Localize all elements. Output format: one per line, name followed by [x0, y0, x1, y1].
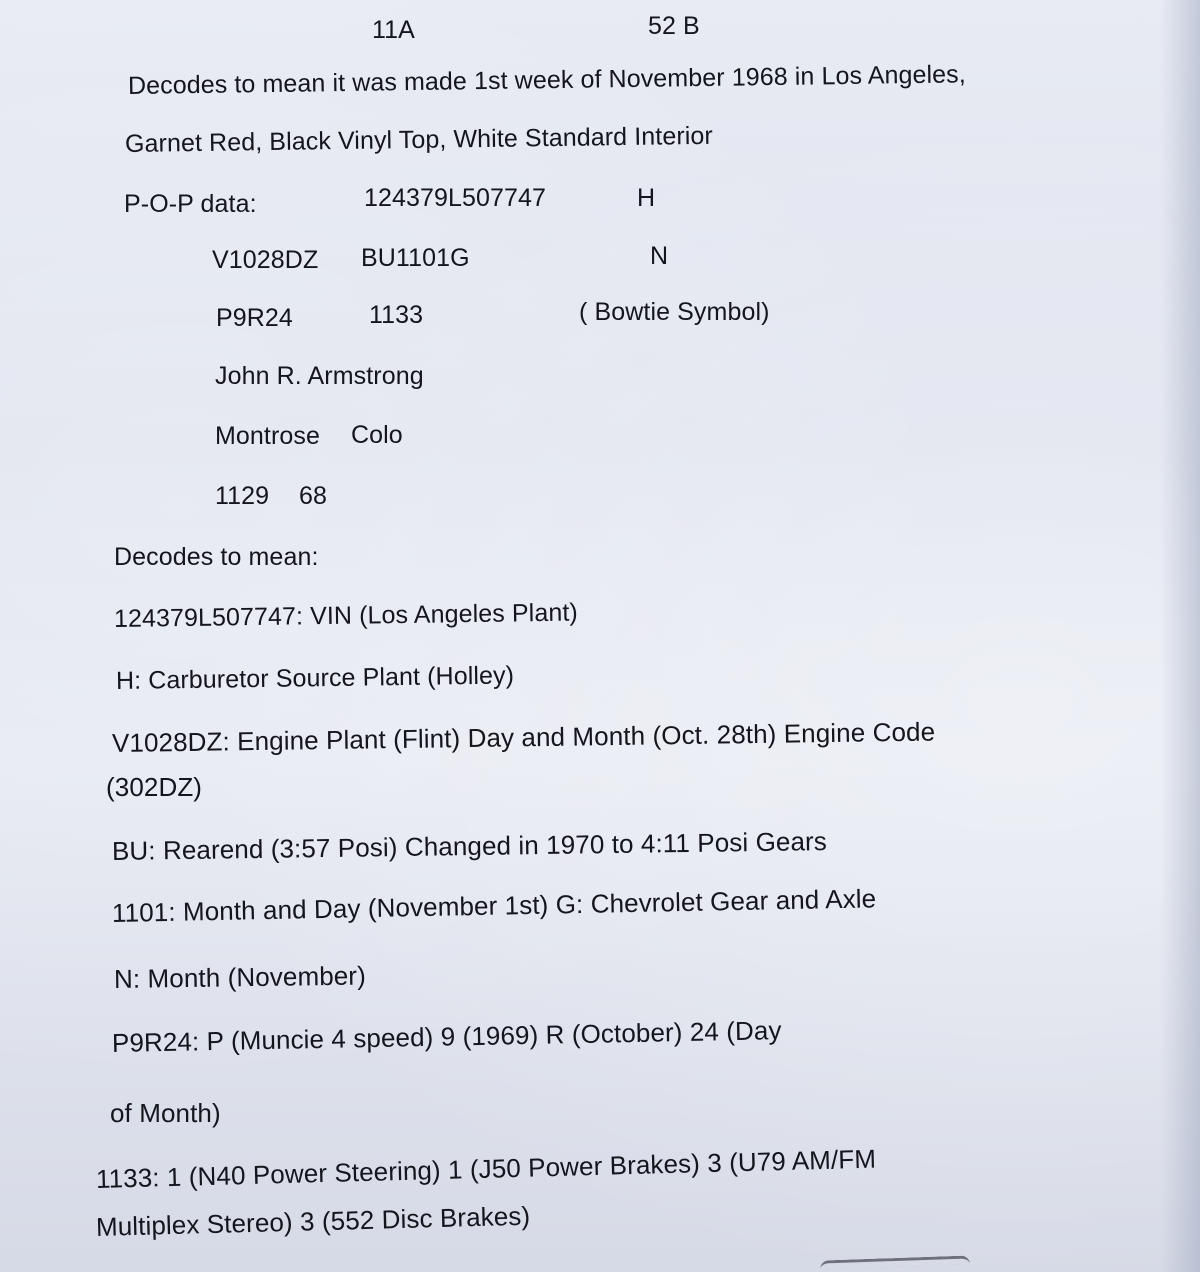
pop-date-b: 68: [299, 482, 328, 510]
decode-item-engine: V1028DZ: Engine Plant (Flint) Day and Month (Oct. 28th) Engine Code: [111, 716, 936, 758]
pop-rearend-code: BU1101G: [361, 244, 470, 272]
cutoff-text-fragment: [820, 1255, 970, 1269]
pop-state: Colo: [351, 421, 403, 449]
pop-month-code: N: [650, 242, 669, 270]
decode-item-options-cont: Multiplex Stereo) 3 (552 Disc Brakes): [95, 1200, 531, 1242]
pop-bowtie-symbol: ( Bowtie Symbol): [579, 298, 770, 326]
decode-item-carb: H: Carburetor Source Plant (Holley): [115, 661, 515, 695]
decode-item-trans: P9R24: P (Muncie 4 speed) 9 (1969) R (October) 24 (Day: [111, 1015, 782, 1058]
decode-item-rearend: BU: Rearend (3:57 Posi) Changed in 1970 to 4:11 Posi Gears: [111, 826, 828, 866]
pop-city: Montrose: [215, 422, 321, 450]
code-11a: 11A: [372, 16, 415, 44]
pop-engine-code: V1028DZ: [212, 246, 319, 274]
decode-item-trans-cont: of Month): [110, 1098, 221, 1128]
decode-item-vin: 124379L507747: VIN (Los Angeles Plant): [113, 598, 579, 633]
intro-line-2: Garnet Red, Black Vinyl Top, White Standard Interior: [124, 121, 714, 158]
pop-date-a: 1129: [215, 482, 270, 510]
pop-trans-code: P9R24: [216, 304, 293, 332]
decode-item-engine-cont: (302DZ): [106, 772, 203, 802]
pop-options-code: 1133: [369, 301, 424, 329]
pop-label: P-O-P data:: [124, 190, 257, 218]
pop-owner-name: John R. Armstrong: [215, 362, 424, 390]
intro-line-1: Decodes to mean it was made 1st week of November 1968 in Los Angeles,: [127, 60, 967, 100]
decode-heading: Decodes to mean:: [114, 543, 319, 571]
decode-item-month: N: Month (November): [113, 960, 367, 994]
sheet-edge-shadow: [1160, 0, 1200, 1272]
decode-item-axle-date: 1101: Month and Day (November 1st) G: Chevrolet Gear and Axle: [111, 883, 877, 928]
decode-item-options: 1133: 1 (N40 Power Steering) 1 (J50 Power Brakes) 3 (U79 AM/FM: [95, 1143, 877, 1194]
pop-vin: 124379L507747: [364, 184, 547, 212]
pop-carb-code: H: [637, 184, 656, 212]
code-52b: 52 B: [648, 12, 700, 40]
